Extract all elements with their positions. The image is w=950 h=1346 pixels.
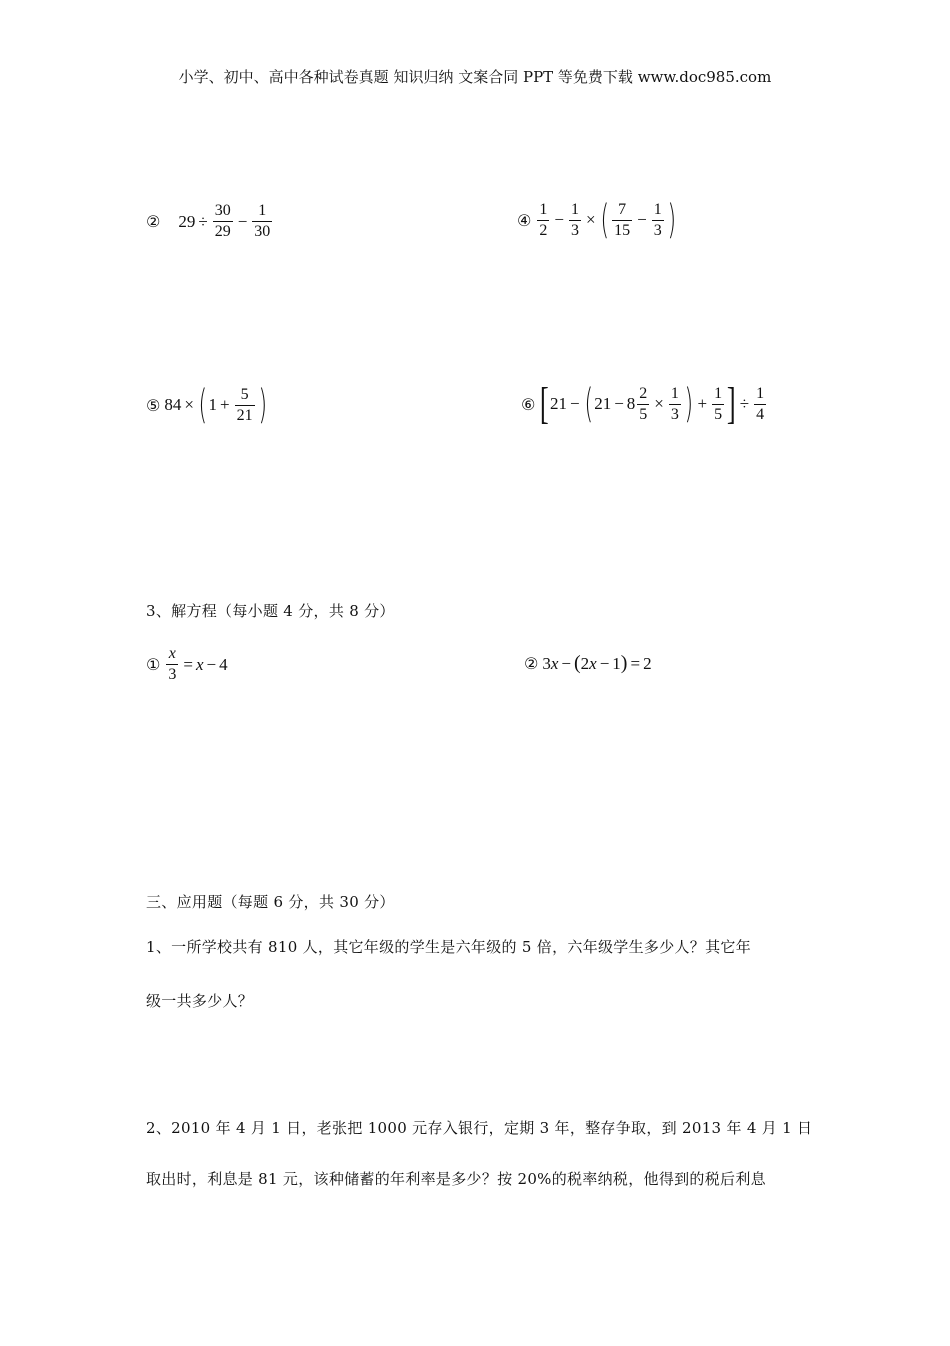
variable: x xyxy=(589,653,597,673)
number: 29 xyxy=(178,211,196,231)
number: 1 xyxy=(612,653,621,673)
problem-number: ⑥ xyxy=(521,394,536,414)
mixed-number-whole: 8 xyxy=(626,394,636,413)
right-paren: ) xyxy=(620,652,628,674)
fraction: $\frac{1}{3}$ xyxy=(653,200,662,239)
fraction: $\frac{1}{3}$ xyxy=(670,384,679,423)
fraction: $\frac{1}{5}$ xyxy=(714,384,723,423)
problem-number: ② xyxy=(146,212,161,231)
operator: + xyxy=(697,394,708,413)
fraction: $\frac{2}{5}$ xyxy=(639,384,648,423)
left-paren: ( xyxy=(600,197,609,243)
fraction: $\frac{7}{15}$ xyxy=(614,200,631,239)
problem-1-line-1: 1、一所学校共有 810 人，其它年级的学生是六年级的 5 倍，六年级学生多少人？其它年 xyxy=(146,938,751,956)
problem-number: ④ xyxy=(517,210,532,230)
section-title-equations: 3、解方程（每小题 4 分，共 8 分） xyxy=(146,602,395,620)
number: 2 xyxy=(580,653,590,673)
number: 2 xyxy=(643,653,652,673)
problem-2 xyxy=(146,203,274,240)
problem-2-line-1: 2、2010 年 4 月 1 日，老张把 1000 元存入银行，定期 3 年，整存争取，到 2013 年 4 月 1 日 xyxy=(146,1119,813,1137)
variable: x xyxy=(195,654,204,674)
right-bracket: ] xyxy=(727,379,736,428)
left-paren: ( xyxy=(573,652,581,674)
operator: = xyxy=(183,654,193,674)
right-paren: ) xyxy=(684,381,693,427)
operator: = xyxy=(630,653,641,673)
number: 84 xyxy=(164,395,182,414)
problem-number: ⑤ xyxy=(146,395,161,415)
fraction: $\frac{1}{4}$ xyxy=(756,384,765,423)
operator: − xyxy=(570,394,580,413)
problem-2-line-2: 取出时，利息是 81 元，该种储蓄的年利率是多少？按 20%的税率纳税，他得到的税后利息 xyxy=(146,1170,766,1188)
operator: × xyxy=(585,210,596,229)
fraction: $\frac{30}{29}$ xyxy=(214,202,231,240)
left-paren: ( xyxy=(584,381,593,427)
fraction: $\frac{1}{3}$ xyxy=(570,200,579,239)
number: 3 xyxy=(542,653,551,673)
problem-number: ② xyxy=(524,654,539,673)
fraction: $\frac{1}{2}$ xyxy=(539,200,548,239)
number: 4 xyxy=(219,654,228,674)
problem-6 xyxy=(521,379,768,428)
operator: − xyxy=(599,653,610,673)
operator: − xyxy=(554,210,564,229)
left-paren: ( xyxy=(198,382,208,428)
operator: × xyxy=(184,395,194,414)
operator: − xyxy=(637,210,647,229)
equation-1 xyxy=(146,646,228,683)
operator: − xyxy=(237,211,248,231)
operator: × xyxy=(654,394,664,413)
left-bracket: [ xyxy=(540,379,550,428)
equation-2 xyxy=(524,652,652,675)
fraction: $\frac{5}{21}$ xyxy=(236,385,253,424)
operator: ÷ xyxy=(198,211,208,231)
operator: + xyxy=(220,395,230,414)
right-paren: ) xyxy=(258,382,267,428)
operator: − xyxy=(614,394,624,413)
fraction: $\frac{x}{3}$ xyxy=(168,645,177,683)
problem-4 xyxy=(517,197,677,243)
problem-number: ① xyxy=(146,655,161,674)
number: 21 xyxy=(594,394,612,413)
problem-5 xyxy=(146,382,268,428)
fraction: $\frac{1}{30}$ xyxy=(254,202,271,240)
page-header: 小学、初中、高中各种试卷真题 知识归纳 文案合同 PPT 等免费下载 www.doc985.com xyxy=(178,68,772,86)
operator: ÷ xyxy=(739,394,750,413)
operator: − xyxy=(206,654,217,674)
number: 1 xyxy=(208,395,218,414)
right-paren: ) xyxy=(667,197,676,243)
variable: x xyxy=(550,653,559,673)
operator: − xyxy=(561,653,571,673)
problem-1-line-2: 级一共多少人？ xyxy=(146,992,254,1010)
number: 21 xyxy=(550,394,567,413)
section-title-application: 三、应用题（每题 6 分，共 30 分） xyxy=(146,893,395,911)
